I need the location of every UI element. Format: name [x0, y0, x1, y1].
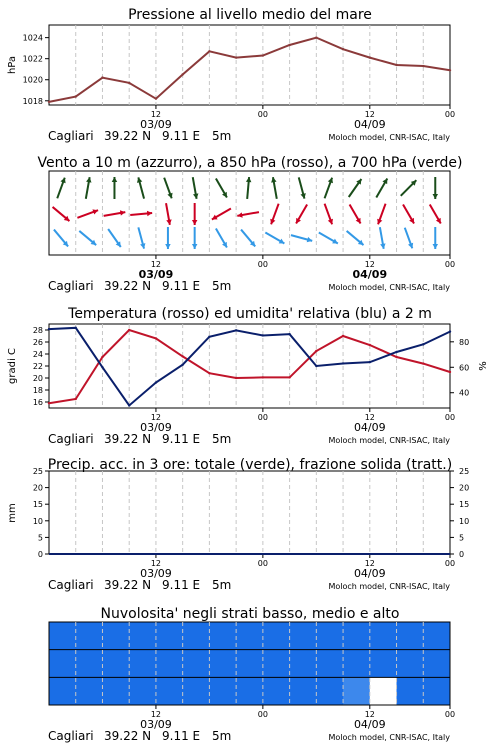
chart-title: Precip. acc. in 3 ore: totale (verde), frazione solida (tratt.): [47, 457, 453, 473]
cloud-cell: [209, 622, 236, 650]
x-tick-label: 12: [150, 110, 162, 119]
wind-arrow: [377, 204, 385, 225]
data-point: [449, 330, 451, 332]
data-point: [48, 402, 50, 404]
data-point: [75, 327, 77, 329]
y-tick-label: 10: [32, 516, 43, 526]
date-label: 04/09: [353, 567, 386, 580]
y-tick-label: 1018: [22, 96, 43, 106]
data-point: [101, 366, 103, 368]
data-point: [128, 329, 130, 331]
wind-arrow: [376, 178, 387, 197]
data-point: [155, 381, 157, 383]
cloud-cell: [129, 677, 156, 705]
cloud-cell: [343, 677, 370, 705]
wind-arrow: [79, 231, 96, 245]
data-point: [288, 333, 290, 335]
cloud-cell: [209, 650, 236, 678]
data-point: [288, 376, 290, 378]
chart-title: Pressione al livello medio del mare: [128, 7, 372, 23]
data-point: [181, 355, 183, 357]
y-axis-label: hPa: [7, 55, 18, 75]
wind-arrow-head: [147, 211, 152, 216]
cloud-cell: [129, 622, 156, 650]
wind-arrow: [54, 230, 68, 247]
chart-title: Vento a 10 m (azzurro), a 850 hPa (rosso), a 700 hPa (verde): [37, 155, 463, 171]
model-credit: Moloch model, CNR-ISAC, Italy: [328, 133, 450, 142]
wind-arrow: [325, 178, 333, 199]
x-tick-label: 12: [364, 413, 375, 422]
cloud-cell: [102, 677, 129, 705]
y-tick-label: 15: [32, 500, 43, 510]
wind-arrow: [237, 212, 259, 218]
data-point: [369, 361, 371, 363]
wind-arrow: [296, 204, 307, 223]
cloud-cell: [102, 622, 129, 650]
station-name: Cagliari: [48, 578, 94, 592]
data-point: [342, 362, 344, 364]
wind-arrow: [350, 204, 361, 223]
cloud-cell: [156, 677, 183, 705]
chart-title: Nuvolosita' negli strati basso, medio e alto: [100, 606, 400, 622]
x-tick-label: 12: [364, 110, 375, 119]
date-label: 04/09: [353, 421, 386, 434]
temperature-series: [48, 329, 451, 405]
data-point: [181, 73, 183, 75]
station-lon: 9.11 E: [162, 129, 201, 143]
y-tick-label: 16: [32, 398, 43, 407]
data-point: [422, 343, 424, 345]
cloud-cell: [423, 650, 450, 678]
data-point: [235, 56, 237, 58]
pressure-series: [48, 36, 451, 103]
x-tick-label: 12: [364, 710, 375, 719]
y-tick-label-right: 80: [459, 337, 470, 347]
date-label: 03/09: [140, 118, 172, 131]
data-point: [288, 44, 290, 46]
station-lat: 39.22 N: [104, 279, 152, 293]
y-tick-label: 20: [32, 483, 43, 493]
y-tick-label: 1024: [22, 33, 43, 43]
x-tick-label: 00: [257, 260, 268, 269]
data-point: [395, 356, 397, 358]
chart-title: Temperatura (rosso) ed umidita' relativa (blu) a 2 m: [68, 306, 432, 322]
cloud-cell: [316, 622, 343, 650]
wind-arrow: [271, 177, 277, 199]
wind-arrow: [164, 178, 172, 199]
data-point: [449, 371, 451, 373]
x-tick-label: 12: [364, 260, 375, 269]
cloud-cell: [370, 650, 397, 678]
wind-arrow-head: [192, 220, 198, 225]
y-tick-label-right: 40: [459, 388, 470, 398]
station-elevation: 5m: [212, 279, 232, 293]
x-tick-label: 00: [257, 413, 268, 422]
x-tick-label: 00: [444, 559, 456, 568]
plot-frame: [49, 25, 450, 105]
wind-arrow: [112, 177, 118, 199]
wind-arrow: [57, 178, 65, 199]
wind-arrow: [212, 209, 231, 220]
wind-arrow-head: [433, 244, 439, 249]
wind-arrow: [405, 228, 413, 249]
wind-arrow-head: [165, 244, 171, 249]
y-axis-label: gradi C: [7, 348, 18, 384]
y-tick-label-right: 60: [459, 363, 470, 373]
y-tick-label-right: 0: [459, 550, 465, 559]
station-lon: 9.11 E: [162, 578, 201, 592]
station-elevation: 5m: [212, 129, 232, 143]
data-point: [48, 328, 50, 330]
cloud-cell: [183, 677, 210, 705]
y-tick-label-right: 15: [459, 500, 470, 510]
data-point: [262, 54, 264, 56]
y-tick-label: 26: [32, 338, 43, 347]
data-point: [395, 64, 397, 66]
humidity-series: [48, 327, 451, 407]
x-tick-label: 00: [444, 260, 456, 269]
wind-arrow: [192, 227, 198, 249]
station-lon: 9.11 E: [162, 279, 201, 293]
station-lat: 39.22 N: [104, 129, 152, 143]
wind-arrow: [104, 210, 126, 216]
station-lon: 9.11 E: [162, 432, 201, 446]
cloud-cell: [236, 650, 263, 678]
x-tick-label: 12: [150, 260, 162, 269]
wind-arrow: [433, 177, 439, 199]
plot-frame: [49, 324, 450, 408]
data-point: [101, 356, 103, 358]
wind-arrow: [380, 227, 386, 249]
data-point: [101, 76, 103, 78]
station-name: Cagliari: [48, 279, 94, 293]
data-point: [369, 344, 371, 346]
data-point: [315, 365, 317, 367]
cloud-cell: [129, 650, 156, 678]
wind-arrow: [291, 235, 312, 242]
wind-arrow-head: [192, 244, 198, 249]
data-point: [155, 97, 157, 99]
station-name: Cagliari: [48, 432, 94, 446]
wind-arrow: [325, 204, 333, 225]
x-tick-label: 12: [150, 710, 162, 719]
cloud-cell: [397, 650, 424, 678]
wind-arrow: [165, 227, 171, 249]
cloud-cell: [183, 622, 210, 650]
cloud-cell: [343, 650, 370, 678]
x-tick-label: 00: [444, 413, 456, 422]
model-credit: Moloch model, CNR-ISAC, Italy: [328, 733, 450, 742]
y-tick-label-right: 10: [459, 516, 470, 526]
cloud-cell: [343, 622, 370, 650]
x-tick-label: 00: [257, 710, 268, 719]
station-lat: 39.22 N: [104, 432, 152, 446]
data-point: [235, 329, 237, 331]
cloud-cell: [370, 677, 397, 705]
series-line: [49, 38, 450, 102]
wind-arrow-head: [112, 177, 118, 182]
y-tick-label-right: 5: [459, 533, 465, 543]
wind-arrow: [401, 180, 417, 196]
station-elevation: 5m: [212, 432, 232, 446]
cloud-cell: [370, 622, 397, 650]
cloud-cell: [183, 650, 210, 678]
date-label: 04/09: [353, 118, 386, 131]
date-label: 03/09: [140, 718, 172, 731]
x-tick-label: 12: [364, 559, 375, 568]
cloud-cell: [49, 622, 76, 650]
data-point: [342, 48, 344, 50]
y-axis-label-right: %: [478, 361, 489, 371]
y-tick-label: 5: [37, 533, 43, 543]
plot-frame: [49, 471, 450, 554]
cloud-cell: [102, 650, 129, 678]
wind-arrow: [299, 177, 306, 198]
cloud-cell: [423, 677, 450, 705]
x-tick-label: 00: [257, 559, 268, 568]
data-point: [208, 50, 210, 52]
data-point: [342, 335, 344, 337]
data-point: [369, 56, 371, 58]
station-name: Cagliari: [48, 129, 94, 143]
data-point: [208, 336, 210, 338]
data-point: [128, 404, 130, 406]
y-tick-label: 18: [32, 386, 43, 395]
wind-arrow: [137, 177, 144, 198]
cloud-cell: [263, 622, 290, 650]
cloud-cells: [49, 622, 451, 706]
data-point: [75, 95, 77, 97]
wind-arrow: [270, 204, 278, 225]
data-point: [422, 65, 424, 67]
data-point: [315, 36, 317, 38]
cloud-cell: [49, 677, 76, 705]
date-label: 03/09: [140, 567, 172, 580]
model-credit: Moloch model, CNR-ISAC, Italy: [328, 582, 450, 591]
data-point: [75, 398, 77, 400]
data-point: [262, 376, 264, 378]
series-line: [49, 330, 450, 403]
wind-arrow: [347, 231, 364, 245]
x-tick-label: 12: [150, 413, 162, 422]
y-tick-label: 28: [32, 326, 43, 335]
y-tick-label: 20: [32, 374, 43, 383]
cloud-cell: [290, 622, 317, 650]
station-lat: 39.22 N: [104, 729, 152, 743]
cloud-cell: [263, 677, 290, 705]
wind-arrow-head: [433, 194, 439, 199]
wind-arrow: [53, 207, 70, 221]
cloud-cell: [49, 650, 76, 678]
station-lat: 39.22 N: [104, 578, 152, 592]
wind-arrow: [433, 227, 439, 249]
y-tick-label: 0: [37, 550, 43, 559]
cloud-cell: [236, 622, 263, 650]
wind-arrow: [193, 177, 199, 199]
date-label: 04/09: [352, 268, 388, 281]
cloud-cell: [156, 622, 183, 650]
wind-arrow: [216, 228, 227, 247]
cloud-cell: [156, 650, 183, 678]
station-elevation: 5m: [212, 729, 232, 743]
station-name: Cagliari: [48, 729, 94, 743]
data-point: [235, 377, 237, 379]
wind-arrow: [130, 211, 152, 216]
cloud-cell: [316, 650, 343, 678]
data-point: [155, 337, 157, 339]
data-point: [128, 82, 130, 84]
wind-arrow: [241, 230, 255, 247]
data-point: [449, 69, 451, 71]
y-tick-label: 22: [32, 362, 43, 371]
data-point: [395, 351, 397, 353]
cloud-cell: [76, 650, 103, 678]
cloud-cell: [236, 677, 263, 705]
wind-arrow: [349, 179, 362, 197]
wind-arrow: [403, 204, 414, 223]
wind-arrow: [265, 233, 284, 244]
date-label: 04/09: [353, 718, 386, 731]
model-credit: Moloch model, CNR-ISAC, Italy: [328, 283, 450, 292]
data-point: [208, 372, 210, 374]
y-tick-label: 1020: [22, 75, 43, 85]
data-point: [48, 101, 50, 103]
data-point: [181, 364, 183, 366]
wind-arrow: [108, 229, 121, 247]
y-tick-label-right: 20: [459, 483, 470, 493]
wind-arrow: [192, 203, 198, 225]
wind-arrow-head: [246, 177, 251, 182]
cloud-cell: [397, 622, 424, 650]
cloud-cell: [290, 650, 317, 678]
wind-level-700hpa: [57, 177, 438, 199]
wind-arrow: [216, 178, 227, 197]
wind-arrow: [430, 204, 441, 223]
data-point: [422, 362, 424, 364]
y-tick-label: 25: [32, 467, 43, 476]
x-tick-label: 00: [444, 110, 456, 119]
wind-level-850hpa: [53, 203, 441, 225]
x-tick-label: 12: [150, 559, 162, 568]
model-credit: Moloch model, CNR-ISAC, Italy: [328, 436, 450, 445]
y-tick-label-right: 25: [459, 467, 470, 476]
cloud-cell: [76, 677, 103, 705]
wind-arrow: [319, 233, 338, 244]
cloud-cell: [316, 677, 343, 705]
cloud-cell: [209, 677, 236, 705]
cloud-cell: [290, 677, 317, 705]
wind-arrow: [138, 227, 145, 248]
date-label: 03/09: [138, 268, 174, 281]
cloud-cell: [76, 622, 103, 650]
cloud-cell: [423, 622, 450, 650]
station-lon: 9.11 E: [162, 729, 201, 743]
x-tick-label: 00: [444, 710, 456, 719]
data-point: [262, 334, 264, 336]
wind-arrow: [166, 203, 172, 225]
wind-arrow: [86, 177, 92, 199]
data-point: [315, 350, 317, 352]
series-line: [49, 328, 450, 406]
cloud-cell: [397, 677, 424, 705]
y-tick-label: 24: [32, 350, 43, 359]
wind-arrow: [246, 177, 251, 199]
station-elevation: 5m: [212, 578, 232, 592]
wind-arrow: [77, 209, 98, 217]
wind-level-10m: [54, 227, 438, 249]
date-label: 03/09: [140, 421, 172, 434]
cloud-cell: [263, 650, 290, 678]
y-axis-label: mm: [7, 503, 18, 523]
y-tick-label: 1022: [22, 54, 43, 64]
x-tick-label: 00: [257, 110, 268, 119]
